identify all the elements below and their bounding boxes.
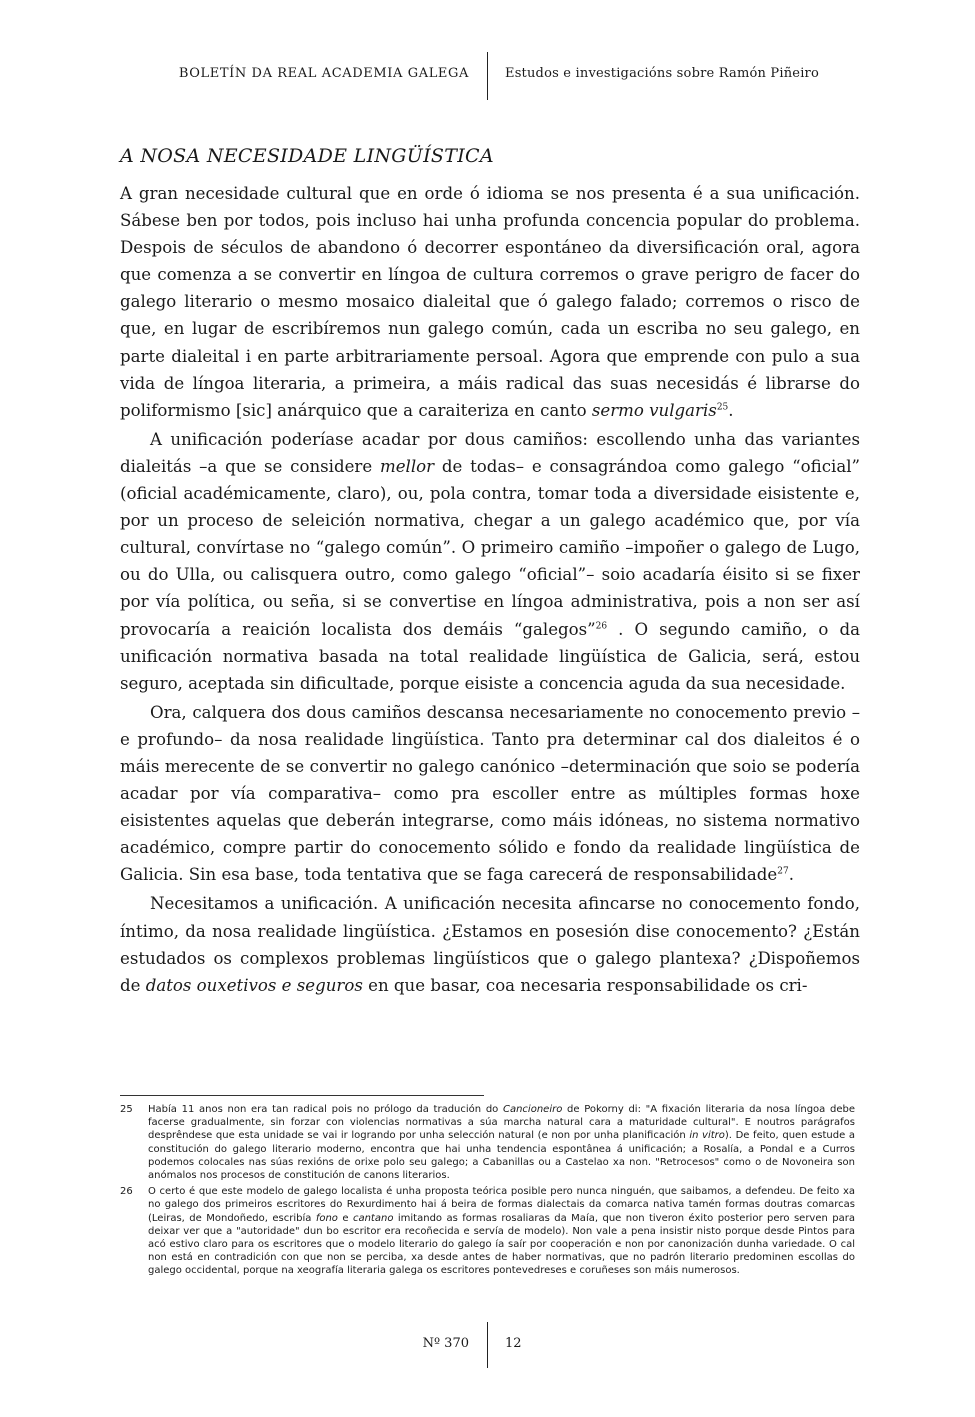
footnote-26 (120, 1185, 855, 1277)
footnote-number: 25 (120, 1104, 133, 1115)
paragraph-1-italic: sermo vulgaris (591, 400, 717, 420)
footnote-rule (120, 1095, 484, 1096)
footnote-ref-27[interactable]: 27 (777, 866, 789, 877)
body-text (120, 180, 860, 1001)
footnote-text: de Pokorny di: "A fixación literaria da nosa língoa debe facerse gradualmente, sin forzar con violencias normativas a súa marcha natural cara a maturidade cultural". E noutros parágrafos desprêndese que esta unidade se vai ir logrando por unha selección natural (e non por unha planificación (148, 1104, 855, 1142)
paragraph-2-text-c: . O segundo camiño, o da unificación normativa basada na total realidade lingüística de Galicia, será, estou seguro, aceptada sin dificultade, porque eisiste a concencia aguda da sua necesidade. (120, 619, 860, 693)
paragraph-1-end: . (728, 400, 734, 420)
footer-divider (487, 1322, 488, 1368)
section-title: Estudos e investigacións sobre Ramón Piñeiro (505, 66, 819, 81)
footnote-text: ). De feito, quen estude a constitución do galego literario moderno, encontra que hai unha tendencia espontânea á unificación; a Rosalía, a Pondal e a Curros podemos colocales nas súas rexións de orixe polo seu galego; a Cabanillas ou a Castelao xa non. "Retrocesos" como o de Novoneira son anómalos nos procesos de constitución de canons literarios. (148, 1130, 855, 1182)
footnote-italic: Cancioneiro (502, 1104, 563, 1115)
paragraph-4-text-a: Necesitamos a unificación. A unificación necesita afincarse no conocemento fondo, íntimo, da nosa realidade lingüística. ¿Estamos en posesión dise conocemento? ¿Están estudados os complexos problemas lingüísticos que o galego plantexa? ¿Dispoñemos de (120, 894, 860, 995)
footnote-ref-26[interactable]: 26 (595, 620, 608, 631)
page-number: 12 (505, 1336, 522, 1351)
paragraph-4-italic: datos ouxetivos e seguros (145, 975, 363, 995)
footnote-25 (120, 1103, 855, 1182)
paragraph-4-text-b: en que basar, coa necesaria responsabilidade os cri- (362, 975, 808, 995)
footnotes (120, 1103, 855, 1281)
footnote-italic: fono (315, 1212, 338, 1224)
issue-number: Nº 370 (422, 1336, 469, 1351)
footnote-number: 26 (120, 1186, 133, 1198)
footnote-text: e (337, 1212, 353, 1224)
footnote-italic: cantano (352, 1212, 394, 1224)
paragraph-2-italic: mellor (379, 456, 435, 476)
paragraph-3-end: . (788, 865, 794, 885)
footnote-text: Había 11 anos non era tan radical pois no prólogo da tradución do (148, 1104, 503, 1115)
journal-title: BOLETÍN DA REAL ACADEMIA GALEGA (178, 66, 469, 81)
paragraph-2 (120, 426, 860, 697)
header-divider (487, 52, 488, 100)
paragraph-3-text: Ora, calquera dos dous camiños descansa necesariamente no conocemento previo –e profundo– da nosa realidade lingüística. Tanto pra determinar cal dos dialeitos é o máis merecente de se convertir no galego canónico –determinación que soio se podería acadar por vía comparativa– como pra escoller entre as múltiples formas hoxe eisistentes aquelas que deberán integrarse, como máis idóneas, no sistema normativo académico, compre partir do conocemento sólido e fondo da realidade lingüística de Galicia. Sin esa base, toda tentativa que se faga carecerá de responsabilidade (120, 702, 860, 885)
paragraph-1-text: A gran necesidade cultural que en orde ó idioma se nos presenta é a sua unificación. Sábese ben por todos, pois incluso hai unha profunda concencia popular do problema. Despois de séculos de abandono ó decorrer espontáneo da diversificación oral, agora que comenza a se convertir en língoa de cultura corremos o grave perigro de facer do galego literario o mesmo mosaico dialeital que ó galego falado; corremos o risco de que, en lugar de escribíremos nun galego común, cada un escriba no seu galego, en parte dialeital i en parte arbitrariamente persoal. Agora que emprende con pulo a sua vida de língoa literaria, a primeira, a máis radical das suas necesidás é librarse do poliformismo [sic] anárquico que a caraiteriza en canto (120, 184, 860, 420)
paragraph-4 (120, 890, 860, 998)
footnote-italic: in vitro (689, 1130, 725, 1142)
paragraph-1 (120, 180, 860, 424)
footnote-text: O certo é que este modelo de galego localista é unha proposta teórica posible pero nunca ninguén, que saibamos, a defendeu. De feito xa no galego dos primeiros escritores do Rexurdimento hai á beira de formas dialectais da comarca nativa tamén formas doutras comarcas (Leiras, de Mondoñedo, escribía (148, 1186, 855, 1224)
paragraph-3 (120, 699, 860, 889)
page-footer (0, 1322, 975, 1370)
paragraph-2-text-a: A unificación poderíase acadar por dous camiños: escollendo unha das variantes dialeitás –a que se considere (120, 429, 860, 476)
running-header (0, 52, 975, 102)
paragraph-2-text-b: de todas– e consagrándoa como galego “oficial” (oficial académicamente, claro), ou, pola contra, tomar toda a diversidade eisistente e, por un proceso de seleición normativa, chegar a un galego académico que, por vía cultural, convírtase no “galego común”. O primeiro camiño –impoñer o galego de Lugo, ou do Ulla, ou calisquera outro, como galego “oficial”– soio acadaría éisito si se fixer por vía política, ou seña, si se convertise en língoa administrativa, pois a non ser así provocaría a reaición localista dos demáis “galegos” (120, 456, 860, 639)
footnote-ref-25[interactable]: 25 (716, 402, 729, 413)
section-heading: A NOSA NECESIDADE LINGÜÍSTICA (120, 145, 494, 167)
footnote-text: imitando as formas rosaliaras da Maía, que non tiveron éxito posterior pero serven para deixar ver que a "autoridade" dun bo escritor era recoñecida e servía de modelo). Non vale a pena insistir nisto porque desde Pintos para acó estivo claro para os escritores que o modelo literario do galego ía saír por cooperación e non por canonización dunha variedade. O cal non está en contradición con que non se perciba, xa desde antes de haber normativas, que no padrón literario predominen escollas do galego occidental, porque na xeografía literaria galega os escritores pontevedreses e coruñeses son máis numerosos. (148, 1212, 855, 1277)
